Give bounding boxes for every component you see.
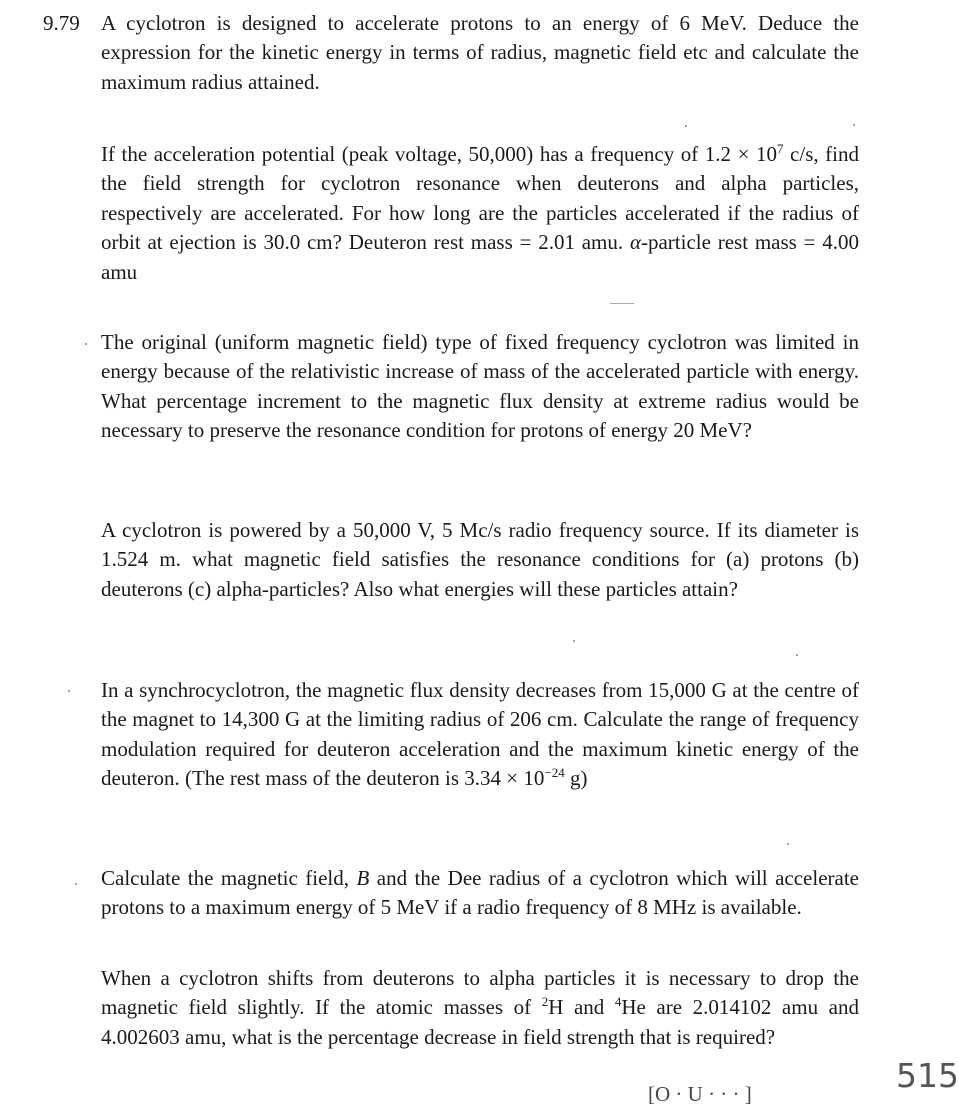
problem-6-part-b: and the Dee radius of a cyclotron which will accelerate protons to a maximum energy of 5 MeV if a radio frequency of 8 MHz is available. [101, 866, 859, 920]
problem-5-exponent: −24 [544, 765, 565, 781]
problem-7-part-c: He are 2.014102 amu and 4.002603 amu, what is the percentage decrease in field strength that is required? [101, 995, 859, 1049]
problem-text-5 [101, 676, 859, 794]
alpha-symbol: α [629, 230, 641, 255]
problem-6-part-a: Calculate the magnetic field, [101, 866, 357, 890]
scan-speck [573, 640, 575, 642]
problem-text-4: A cyclotron is powered by a 50,000 V, 5 Mc/s radio frequency source. If its diameter is 1.524 m. what magnetic field satisfies the resonance conditions for (a) protons (b) deuterons (c) alpha-particles? Also what energies will these particles attain? [101, 518, 859, 601]
page-number: 515 [896, 1056, 959, 1095]
problem-text-1: A cyclotron is designed to accelerate protons to an energy of 6 MeV. Deduce the expression for the kinetic energy in terms of radius, magnetic field etc and calculate the maximum radius attained. [101, 11, 859, 94]
problem-5-part-b: g) [564, 766, 588, 791]
problem-number: 9.79 [43, 11, 80, 35]
scan-speck [853, 124, 855, 126]
magnetic-field-symbol: B [356, 866, 370, 890]
scan-speck [75, 883, 77, 885]
problem-7-sup-helium: 4 [614, 994, 622, 1010]
scan-speck [68, 690, 70, 692]
problem-7-part-b: H and [548, 995, 615, 1020]
scan-speck [787, 843, 789, 845]
problem-7-sup-deuterium: 2 [541, 994, 549, 1010]
problem-5-part-a: In a synchrocyclotron, the magnetic flux density decreases from 15,000 G at the centre of the magnet to 14,300 G at the limiting radius of 206 cm. Calculate the range of frequency modulation required for deuteron acceleration and the maximum kinetic energy of the deuteron. (The rest mass of the deuteron is 3.34 × 10 [101, 678, 859, 791]
scan-speck [796, 654, 798, 656]
problem-2-exponent: 7 [776, 141, 784, 156]
problem-text-7 [101, 964, 859, 1052]
problem-7-part-a: When a cyclotron shifts from deuterons to alpha particles it is necessary to drop the magnetic field slightly. If the atomic masses of [101, 966, 859, 1020]
problem-2-part-b: c/s, find the field strength for cyclotron resonance when deuterons and alpha particles, respectively are accelerated. For how long are the particles accelerated if the radius of orbit at ejection is 30.0 cm? Deuteron rest mass = 2.01 amu. [101, 142, 859, 255]
scan-speck [610, 303, 634, 304]
footer-citation: [O · U · · · ] [648, 1082, 752, 1106]
problem-text-2 [101, 140, 859, 287]
problem-2-part-a: If the acceleration potential (peak voltage, 50,000) has a frequency of 1.2 × 10 [101, 142, 777, 166]
problem-2-part-c: -particle rest mass = 4.00 amu [101, 230, 859, 284]
scan-speck [685, 125, 687, 127]
problem-text-6 [101, 864, 859, 923]
scan-speck [85, 343, 87, 345]
problem-text-3: The original (uniform magnetic field) type of fixed frequency cyclotron was limited in energy because of the relativistic increase of mass of the accelerated particle with energy. What percentage increment to the magnetic flux density at extreme radius would be necessary to preserve the resonance condition for protons of energy 20 MeV? [101, 330, 859, 443]
